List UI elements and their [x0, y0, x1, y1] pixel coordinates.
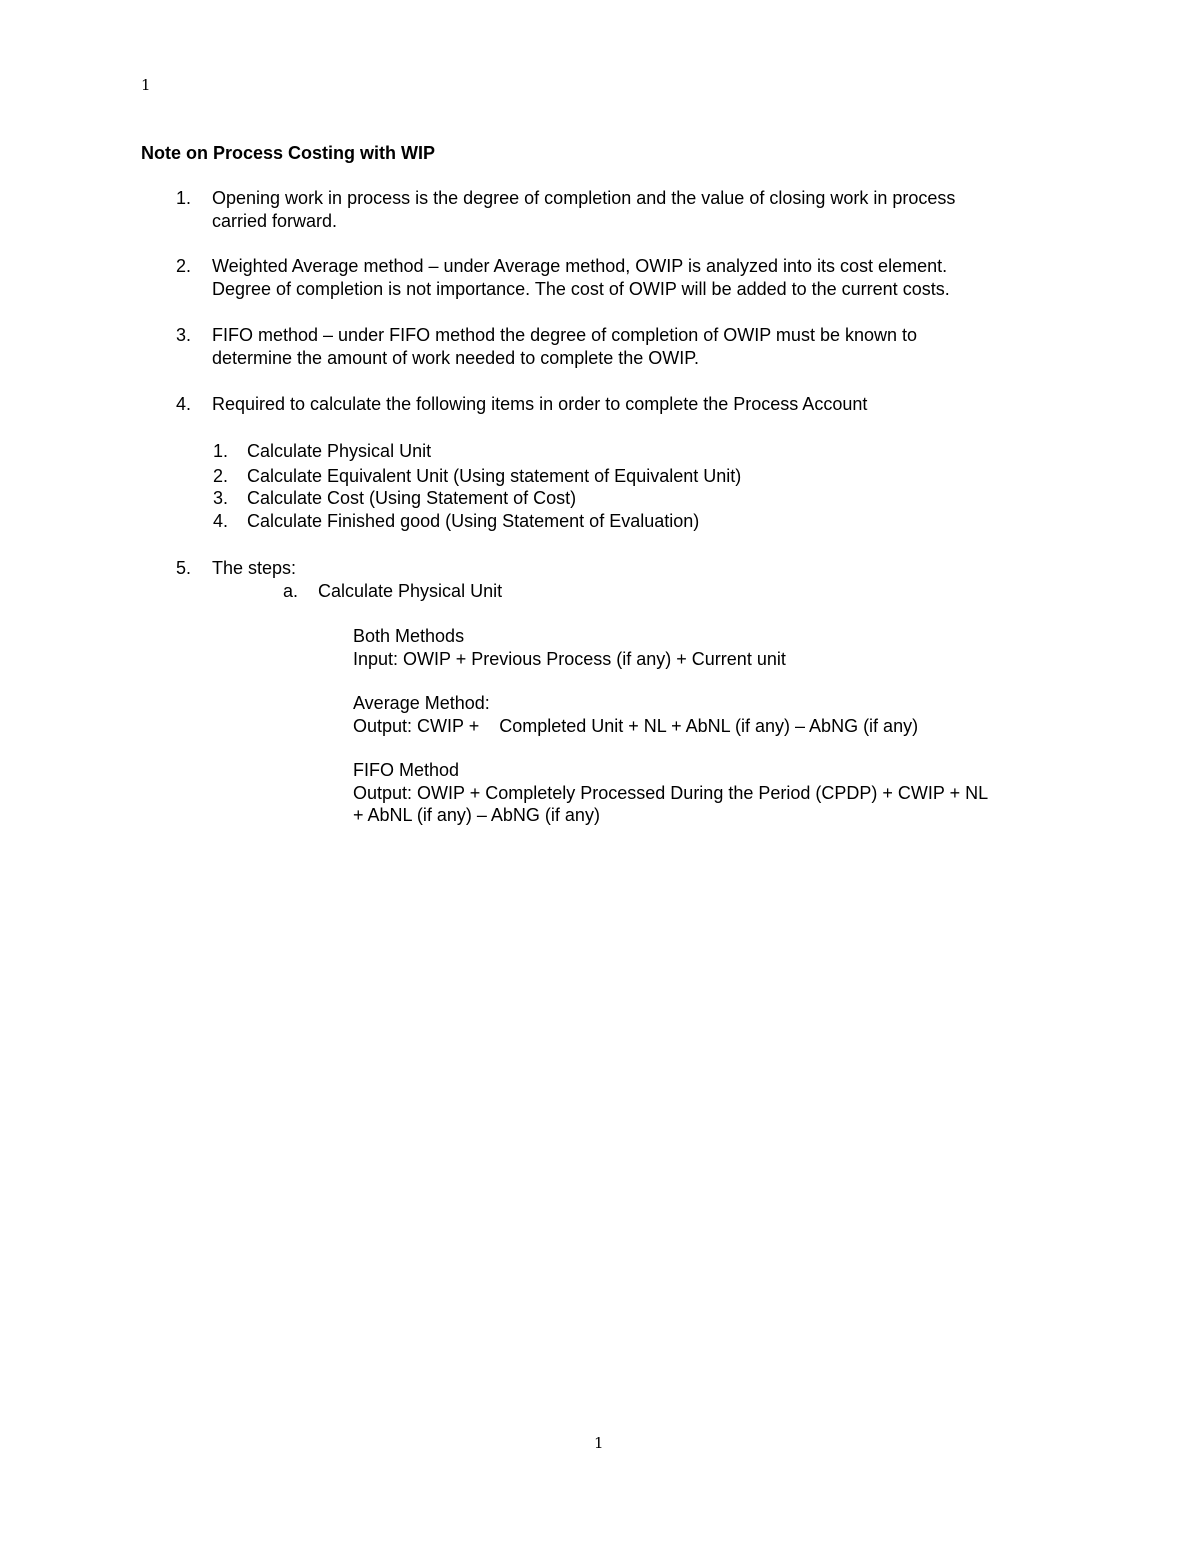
- average-method-heading: Average Method:: [353, 693, 490, 713]
- document-title: Note on Process Costing with WIP: [141, 143, 436, 163]
- item-3-number: 3.: [176, 325, 192, 345]
- subitem-3-text: Calculate Cost (Using Statement of Cost): [247, 488, 577, 508]
- subitem-1-number: 1.: [213, 441, 229, 461]
- subitem-4-text: Calculate Finished good (Using Statement of Evaluation): [247, 511, 700, 531]
- item-3-line-1: FIFO method – under FIFO method the degree of completion of OWIP must be known to: [212, 325, 918, 345]
- item-5-line-1: The steps:: [212, 558, 297, 578]
- subitem-3-number: 3.: [213, 488, 229, 508]
- item-3-line-2: determine the amount of work needed to complete the OWIP.: [212, 348, 699, 368]
- both-methods-heading: Both Methods: [353, 626, 465, 646]
- subitem-2-text: Calculate Equivalent Unit (Using statement of Equivalent Unit): [247, 466, 742, 486]
- footer-page-number: 1: [594, 1434, 604, 1452]
- header-page-number: 1: [141, 76, 151, 94]
- item-2-number: 2.: [176, 256, 192, 276]
- step-a-label: a.: [283, 581, 299, 601]
- subitem-1-text: Calculate Physical Unit: [247, 441, 432, 461]
- item-2-line-2: Degree of completion is not importance. The cost of OWIP will be added to the current costs.: [212, 279, 950, 299]
- fifo-method-output-line-2: + AbNL (if any) – AbNG (if any): [353, 805, 600, 825]
- item-4-number: 4.: [176, 394, 192, 414]
- average-method-output: Output: CWIP + Completed Unit + NL + AbNL (if any) – AbNG (if any): [353, 716, 919, 736]
- item-5-number: 5.: [176, 558, 192, 578]
- step-a-text: Calculate Physical Unit: [318, 581, 503, 601]
- item-4-line-1: Required to calculate the following items in order to complete the Process Account: [212, 394, 868, 414]
- subitem-4-number: 4.: [213, 511, 229, 531]
- item-2-line-1: Weighted Average method – under Average method, OWIP is analyzed into its cost element.: [212, 256, 948, 276]
- item-1-number: 1.: [176, 188, 192, 208]
- item-1-line-2: carried forward.: [212, 211, 338, 231]
- fifo-method-output-line-1: Output: OWIP + Completely Processed During the Period (CPDP) + CWIP + NL: [353, 783, 989, 803]
- both-methods-input: Input: OWIP + Previous Process (if any) + Current unit: [353, 649, 786, 669]
- item-1-line-1: Opening work in process is the degree of completion and the value of closing work in process: [212, 188, 956, 208]
- fifo-method-heading: FIFO Method: [353, 760, 460, 780]
- subitem-2-number: 2.: [213, 466, 229, 486]
